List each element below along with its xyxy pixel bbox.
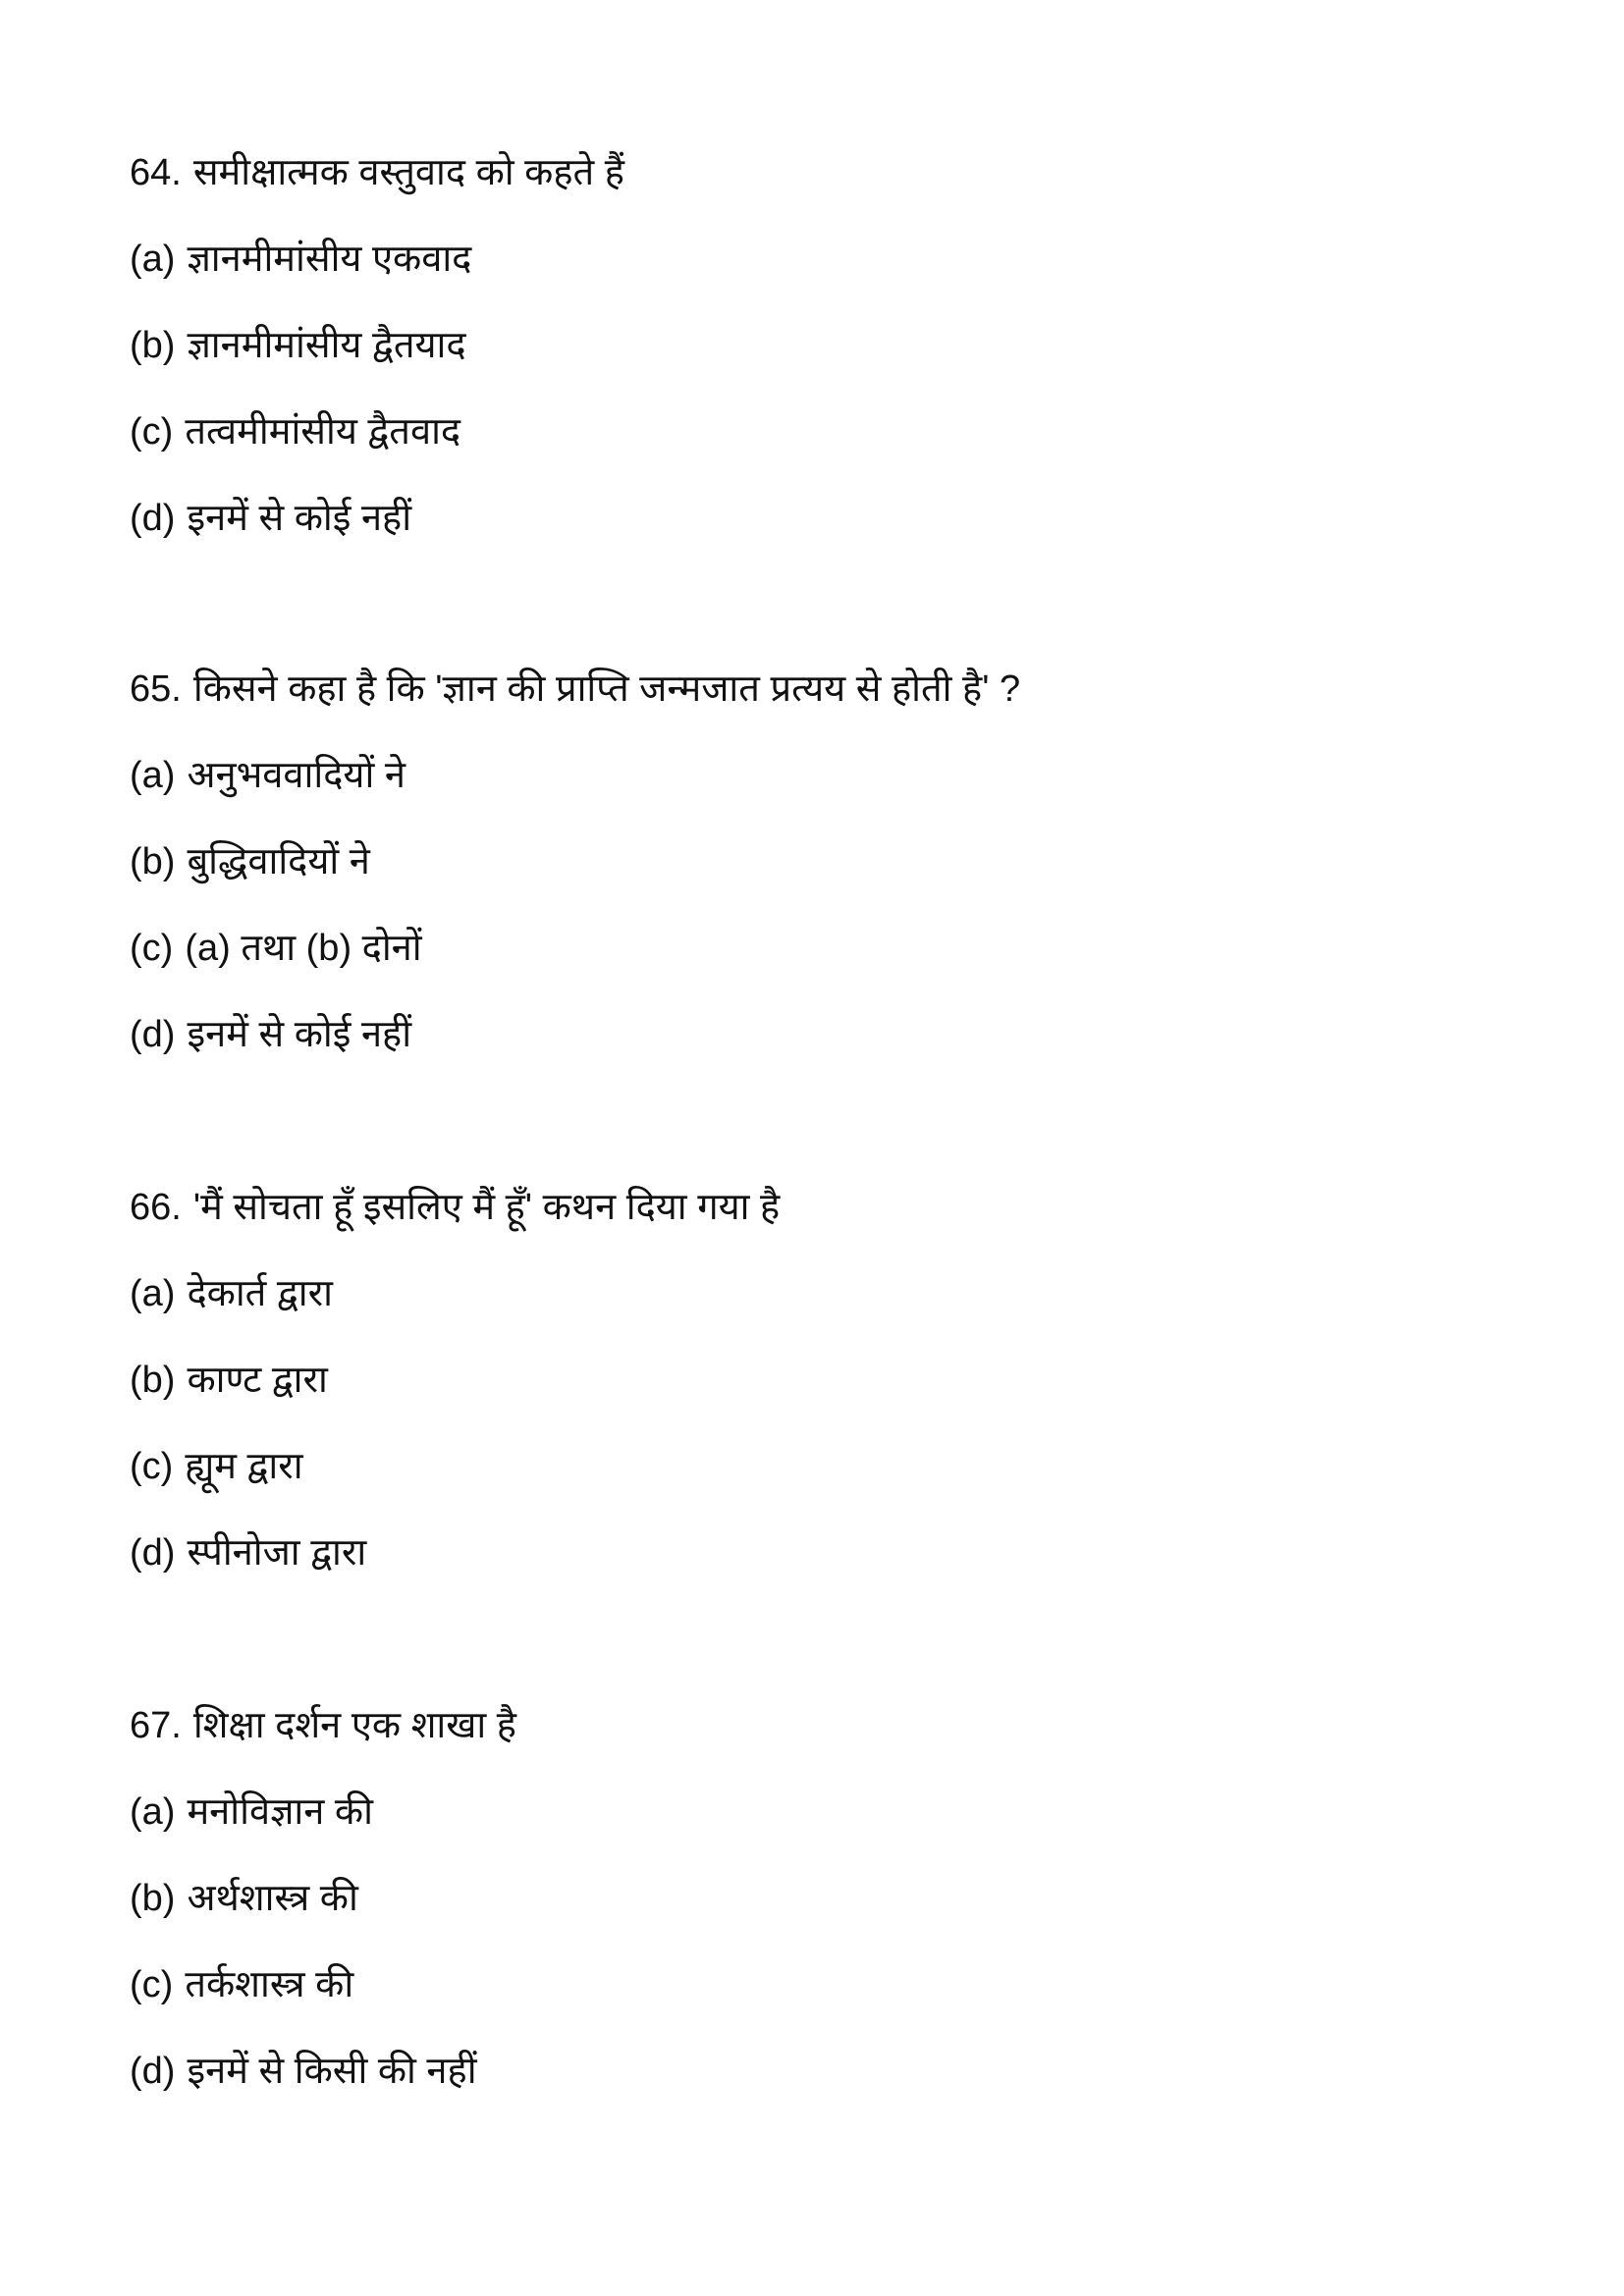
option-text: इनमें से किसी की नहीं (187, 2051, 477, 2092)
question-block (130, 1682, 1504, 2114)
option-text: ह्यूम द्वारा (185, 1446, 303, 1487)
option-label: (d) (130, 1014, 176, 1055)
option-text: अनुभववादियों ने (187, 755, 406, 796)
option-line (130, 1855, 1504, 1942)
option-line (130, 1251, 1504, 1337)
question-block (130, 1164, 1504, 1596)
option-label: (a) (130, 1273, 176, 1314)
option-text: इनमें से कोई नहीं (187, 498, 412, 539)
option-text: काण्ट द्वारा (187, 1360, 328, 1401)
option-text: देकार्त द्वारा (187, 1273, 333, 1314)
option-label: (d) (130, 498, 176, 539)
option-label: (a) (130, 755, 176, 796)
option-label: (b) (130, 325, 176, 366)
option-line (130, 905, 1504, 991)
option-label: (d) (130, 2051, 176, 2092)
option-text: मनोविज्ञान की (187, 1791, 373, 1833)
question-line (130, 646, 1504, 732)
option-text: तर्कशास्त्र की (185, 1964, 354, 2005)
option-text: ज्ञानमीमांसीय द्वैतयाद (187, 325, 466, 366)
option-line (130, 1942, 1504, 2028)
option-line (130, 2028, 1504, 2114)
option-line (130, 1769, 1504, 1855)
option-line (130, 1337, 1504, 1423)
question-line (130, 1164, 1504, 1251)
option-label: (b) (130, 1360, 176, 1401)
question-text: शिक्षा दर्शन एक शाखा है (192, 1705, 516, 1746)
option-text: तत्वमीमांसीय द्वैतवाद (185, 411, 461, 453)
option-label: (d) (130, 1532, 176, 1574)
question-text: 'मैं सोचता हूँ इसलिए मैं हूँ' कथन दिया गया है (192, 1187, 781, 1228)
question-line (130, 130, 1504, 216)
option-label: (c) (130, 1446, 174, 1487)
question-number: 67. (130, 1705, 182, 1746)
option-label: (c) (130, 1964, 174, 2005)
option-text: (a) तथा (b) दोनों (185, 928, 422, 969)
option-line (130, 732, 1504, 819)
option-label: (a) (130, 239, 176, 280)
question-number: 65. (130, 668, 182, 710)
option-text: इनमें से कोई नहीं (187, 1014, 412, 1055)
option-line (130, 1423, 1504, 1510)
option-label: (a) (130, 1791, 176, 1833)
option-line (130, 389, 1504, 475)
option-line (130, 302, 1504, 389)
option-label: (b) (130, 1878, 176, 1919)
option-label: (c) (130, 928, 174, 969)
question-text: समीक्षात्मक वस्तुवाद को कहते हैं (192, 152, 624, 193)
option-text: अर्थशास्त्र की (187, 1878, 358, 1919)
question-number: 64. (130, 152, 182, 193)
option-line (130, 475, 1504, 561)
option-line (130, 1510, 1504, 1596)
question-block (130, 130, 1504, 561)
option-label: (c) (130, 411, 174, 453)
question-line (130, 1682, 1504, 1769)
question-block (130, 646, 1504, 1078)
option-text: ज्ञानमीमांसीय एकवाद (187, 239, 472, 280)
question-number: 66. (130, 1187, 182, 1228)
option-text: स्पीनोजा द्वारा (187, 1532, 367, 1574)
option-text: बुद्धिवादियों ने (187, 841, 370, 882)
question-text: किसने कहा है कि 'ज्ञान की प्राप्ति जन्मजात प्रत्यय से होती है' ? (192, 668, 1021, 710)
option-label: (b) (130, 841, 176, 882)
option-line (130, 991, 1504, 1078)
option-line (130, 819, 1504, 905)
option-line (130, 216, 1504, 302)
